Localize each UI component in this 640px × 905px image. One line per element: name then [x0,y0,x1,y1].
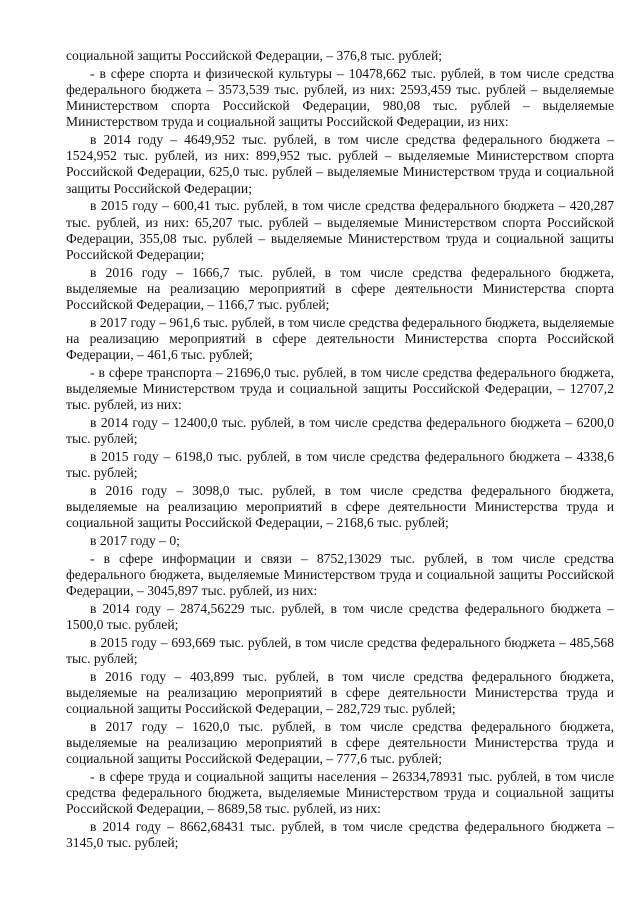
paragraph: - в сфере транспорта – 21696,0 тыс. рублей, в том числе средства федерального бюджета, выделяемые Министерством труда и социальной защиты Российской Федерации, – 12707,2 тыс. рублей, из них: [66,364,614,413]
paragraph: - в сфере информации и связи – 8752,13029 тыс. рублей, в том числе средства федерального бюджета, выделяемые Министерством труда и социальной защиты Российской Федерации, – 3045,897 тыс. рублей, из них: [66,550,614,598]
paragraph: в 2015 году – 693,669 тыс. рублей, в том числе средства федерального бюджета – 485,568 тыс. рублей; [66,634,614,666]
document-body [66,48,614,853]
paragraph: социальной защиты Российской Федерации, – 376,8 тыс. рублей; [66,48,443,63]
paragraph: в 2014 году – 8662,68431 тыс. рублей, в том числе средства федерального бюджета – 3145,0 тыс. рублей; [66,818,614,851]
paragraph: - в сфере спорта и физической культуры – 10478,662 тыс. рублей, в том числе средства федерального бюджета – 3573,539 тыс. рублей, из них: 2593,459 тыс. рублей – выделяемые Министерством спорта Российской Федерации, 980,08 тыс. рублей – выделяемые Министерством труда и социальной защиты Российской Федерации, из них: [66,65,614,130]
paragraph: в 2014 году – 12400,0 тыс. рублей, в том числе средства федерального бюджета – 6200,0 тыс. рублей; [66,414,614,447]
paragraph: в 2016 году – 1666,7 тыс. рублей, в том числе средства федерального бюджета, выделяемые на реализацию мероприятий в сфере деятельности Министерства спорта Российской Федерации, – 1166,7 тыс. рублей; [66,264,614,313]
paragraph: - в сфере труда и социальной защиты населения – 26334,78931 тыс. рублей, в том числе средства федерального бюджета, выделяемые Министерством труда и социальной защиты Российской Федерации, – 8689,58 тыс. рублей, из них: [66,768,614,817]
paragraph: в 2016 году – 3098,0 тыс. рублей, в том числе средства федерального бюджета, выделяемые на реализацию мероприятий в сфере деятельности Министерства труда и социальной защиты Российской Федерации, – 2168,6 тыс. рублей; [66,482,614,531]
paragraph: в 2017 году – 961,6 тыс. рублей, в том числе средства федерального бюджета, выделяемые на реализацию мероприятий в сфере деятельности Министерства спорта Российской Федерации, – 461,6 тыс. рублей; [66,314,614,363]
paragraph: в 2015 году – 6198,0 тыс. рублей, в том числе средства федерального бюджета – 4338,6 тыс. рублей; [66,448,614,481]
paragraph: в 2014 году – 4649,952 тыс. рублей, в том числе средства федерального бюджета – 1524,952 тыс. рублей, из них: 899,952 тыс. рублей – выделяемые Министерством спорта Российской Федерации, 625,0 тыс. рублей – выделяемые Министерством труда и социальной защиты Российской Федерации; [66,132,614,196]
paragraph: в 2017 году – 0; [90,532,180,548]
paragraph: в 2017 году – 1620,0 тыс. рублей, в том числе средства федерального бюджета, выделяемые на реализацию мероприятий в сфере деятельности Министерства труда и социальной защиты Российской Федерации, – 777,6 тыс. рублей; [66,718,614,767]
paragraph: в 2014 году – 2874,56229 тыс. рублей, в том числе средства федерального бюджета – 1500,0 тыс. рублей; [66,600,614,632]
paragraph: в 2015 году – 600,41 тыс. рублей, в том числе средства федерального бюджета – 420,287 тыс. рублей, из них: 65,207 тыс. рублей – выделяемые Министерством спорта Российской Федерации, 355,08 тыс. рублей – выделяемые Министерством труда и социальной защиты Российской Федерации; [66,198,614,262]
paragraph: в 2016 году – 403,899 тыс. рублей, в том числе средства федерального бюджета, выделяемые на реализацию мероприятий в сфере деятельности Министерства труда и социальной защиты Российской Федерации, – 282,729 тыс. рублей; [66,668,614,716]
